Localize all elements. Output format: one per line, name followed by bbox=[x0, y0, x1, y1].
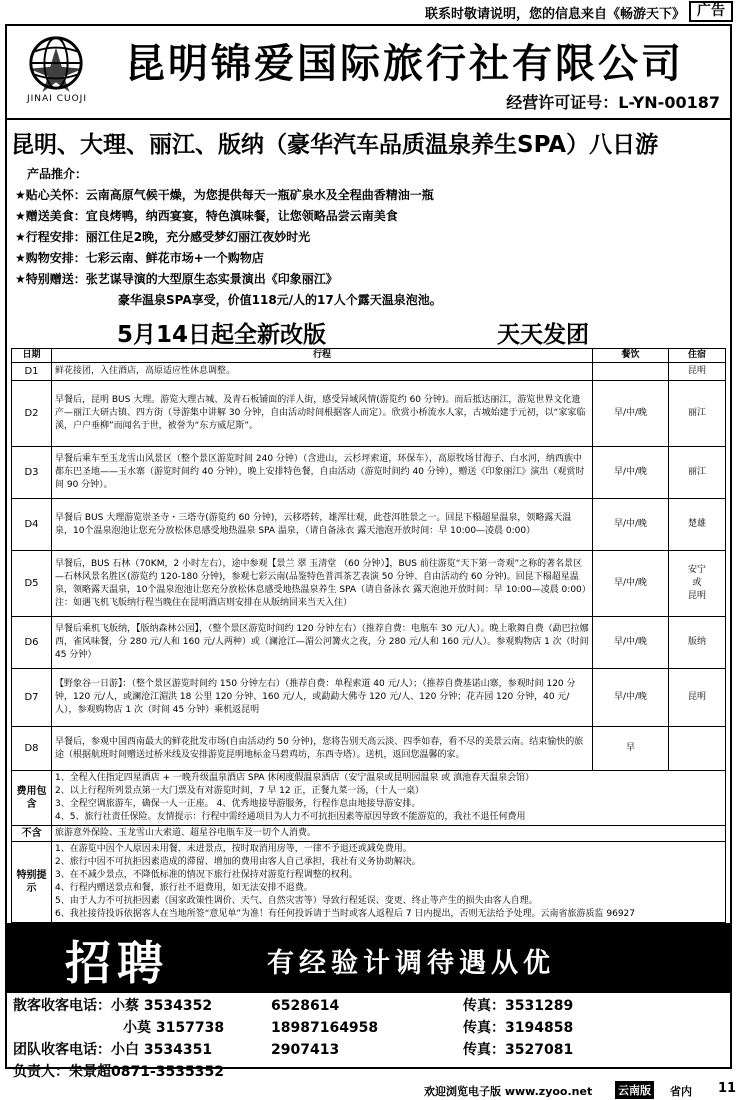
includes-item: 1、全程入住指定四星酒店 + 一晚升级温泉酒店 SPA 休闲度假温泉酒店（安宁温泉或昆明园温泉 或 滇池春天温泉会馆） bbox=[55, 773, 535, 783]
intro-item: ★购物安排：七彩云南、鲜花市场+一个购物店 bbox=[15, 251, 264, 265]
contact-fax: 传真：3527081 bbox=[463, 1042, 574, 1058]
meal-cell: 早/中/晚 bbox=[593, 551, 669, 617]
contact-phone: 6528614 bbox=[271, 998, 340, 1014]
page-footer bbox=[0, 1080, 737, 1098]
stay-cell: 昆明 bbox=[669, 669, 726, 727]
itinerary-cell: 【野象谷一日游】：（整个景区游览时间约 150 分钟左右）（推荐自费：单程索道 40 元/人）；（推荐自费基诺山寨，参观时间 120 分钟，120 元/人，或澜沧江湄洪 18 公里 120 分钟、160 元/人，或勐勐大佛寺 120 元/人、120 分钟；花卉园 120 分钟，40 元/人），参观购物店 1 次（时间 45 分钟）乘机返昆明 bbox=[52, 669, 593, 727]
intro-item: ★贴心关怀：云南高原气候干燥，为您提供每天一瓶矿泉水及全程曲香精油一瓶 bbox=[15, 188, 434, 202]
table-row bbox=[12, 617, 726, 669]
manager-contact: 负责人：朱景超0871-3535352 bbox=[13, 1064, 224, 1080]
meal-cell: 早/中/晚 bbox=[593, 669, 669, 727]
header-meals: 餐饮 bbox=[593, 349, 669, 363]
daily-departure-banner: 天天发团 bbox=[497, 322, 589, 348]
notes-cell bbox=[52, 842, 726, 923]
includes-item: 2、以上行程所列景点第一大门票及有对游览时间，7 早 12 正，正餐九菜一汤，（十人一桌） bbox=[55, 786, 424, 796]
header-itinerary: 行程 bbox=[52, 349, 593, 363]
logo-caption: JINAI CUOJI bbox=[27, 94, 87, 104]
meal-cell: 早/中/晚 bbox=[593, 381, 669, 447]
note-item: 1、在游览中因个人原因未用餐、未进景点，按时取消用房等，一律不予退还或减免费用。 bbox=[55, 844, 412, 854]
stay-cell: 丽江 bbox=[669, 447, 726, 499]
includes-item: 4、5、旅行社责任保险。友情提示：行程中需经通项目为人力不可抗拒因素等原因导致不能游览的，我社不退任何费用 bbox=[55, 812, 526, 822]
itinerary-cell: 早餐后乘机飞版纳，【版纳森林公园】，（整个景区游览时间约 120 分钟左右）（推荐自费：电瓶车 30 元/人）。晚上歌舞自费（勐巴拉娜西，雀风味餐，分 280 元/人和 160 元/人两种）或（澜沧江—湄公河篝火之夜，分 280 元/人和 160 元/人）。参观购物店 1 次（时间 45 分钟） bbox=[52, 617, 593, 669]
stay-cell bbox=[669, 727, 726, 771]
recruit-title: 招聘 bbox=[65, 936, 169, 990]
source-notice: 联系时敬请说明，您的信息来自《畅游天下》 bbox=[424, 7, 685, 22]
itinerary-cell: 早餐后，昆明 BUS 大理。游览大理古城、及青石板铺面的洋人街，感受异域风情(游览约 60 分钟)。而后抵达丽江，游览世界文化遗产—丽江大研古镇、四方街（导游集中讲解 30 分钟，自由活动时间根据客人而定）。欣赏小桥流水人家，古城始建于元初，以“家家临溪，户户垂柳”而闻名于世，被誉为“东方威尼斯”。 bbox=[52, 381, 593, 447]
note-item: 2、旅行中因不可抗拒因素造成的滞留、增加的费用由客人自己承担，我社有义务协助解决。 bbox=[55, 857, 421, 867]
advert-frame bbox=[5, 24, 732, 1080]
table-row bbox=[12, 669, 726, 727]
header-stay: 住宿 bbox=[669, 349, 726, 363]
table-row bbox=[12, 727, 726, 771]
recruitment-banner bbox=[7, 923, 730, 993]
contact-label: 散客收客电话：小蔡 3534352 bbox=[13, 998, 213, 1014]
day-cell: D4 bbox=[12, 499, 52, 551]
meal-cell: 早 bbox=[593, 727, 669, 771]
table-row bbox=[12, 447, 726, 499]
table-header-row bbox=[12, 349, 726, 363]
company-header bbox=[7, 26, 730, 120]
day-cell: D1 bbox=[12, 363, 52, 381]
contact-label: 团队收客电话：小白 3534351 bbox=[13, 1042, 213, 1058]
note-item: 5、由于人力不可抗拒因素（国家政策性调价、天气、自然灾害等）导致行程延误、变更、终止等产生的损失由客人自理。 bbox=[55, 896, 538, 906]
page-number: 11 bbox=[718, 1081, 737, 1096]
contact-phone: 2907413 bbox=[271, 1042, 340, 1058]
top-bar bbox=[0, 0, 737, 24]
route-title: 昆明、大理、丽江、版纳（豪华汽车品质温泉养生SPA）八日游 bbox=[11, 132, 659, 158]
intro-extra: 豪华温泉SPA享受，价值118元/人的17人个露天温泉泡池。 bbox=[118, 293, 442, 307]
itinerary-cell: 早餐后乘车至玉龙雪山风景区（整个景区游览时间 240 分钟）（含进山，云杉坪索道，环保车），高原牧场甘海子、白水河，纳西族中都东巴圣地——玉水寨（游览时间约 40 分钟），晚上安排特色餐，自由活动（游览时间约 40 分钟），赠送《印象丽江》演出（观赏时间 90 分钟）。 bbox=[52, 447, 593, 499]
day-cell: D8 bbox=[12, 727, 52, 771]
company-name: 昆明锦爱国际旅行社有限公司 bbox=[125, 41, 684, 87]
day-cell: D2 bbox=[12, 381, 52, 447]
intro-item: ★行程安排：丽江住足2晚，充分感受梦幻丽江夜妙时光 bbox=[15, 230, 311, 244]
itinerary-cell: 鲜花接团，入住酒店，高原适应性休息调整。 bbox=[52, 363, 593, 381]
company-logo bbox=[21, 34, 93, 106]
day-cell: D3 bbox=[12, 447, 52, 499]
stay-cell: 昆明 bbox=[669, 363, 726, 381]
includes-cell bbox=[52, 771, 726, 826]
notes-row bbox=[12, 842, 726, 923]
intro-item: ★特别赠送：张艺谋导演的大型原生态实景演出《印象丽江》 bbox=[15, 272, 338, 286]
edition-badge: 云南版 bbox=[615, 1081, 654, 1099]
stay-cell: 安宁 或 昆明 bbox=[669, 551, 726, 617]
stay-cell: 版纳 bbox=[669, 617, 726, 669]
itinerary-cell: 早餐后 BUS 大理游览崇圣寺・三塔寺(游览约 60 分钟)，云移塔转，雄浑壮观，此苍洱胜景之一。回昆下榻超星温泉，领略露天温泉，10个温泉泡池让您充分放松休息感受地热温泉 SPA 温泉，（请自备泳衣 露天池泡开放时间：早 10:00—凌晨 0:00） bbox=[52, 499, 593, 551]
itinerary-table bbox=[11, 348, 726, 923]
intro-heading: 产品推介： bbox=[27, 167, 88, 181]
excludes-cell: 旅游意外保险、玉龙雪山大索道、超星谷电瓶车及一切个人消费。 bbox=[52, 826, 726, 842]
contact-label: 小莫 3157738 bbox=[123, 1020, 225, 1036]
notes-label: 特别提示 bbox=[12, 842, 52, 923]
excludes-label: 不含 bbox=[12, 826, 52, 842]
note-item: 3、在不减少景点，不降低标准的情况下旅行社保持对游览行程调整的权利。 bbox=[55, 870, 358, 880]
stay-cell: 丽江 bbox=[669, 381, 726, 447]
stay-cell: 楚雄 bbox=[669, 499, 726, 551]
globe-logo-icon bbox=[27, 34, 85, 92]
meal-cell: 早/中/晚 bbox=[593, 447, 669, 499]
new-version-banner: 5月14日起全新改版 bbox=[117, 322, 327, 348]
intro-item: ★赠送美食：宜良烤鸭，纳西宴宴，特色滇味餐，让您领略品尝云南美食 bbox=[15, 209, 398, 223]
recruit-slogan: 有经验计调待遇从优 bbox=[267, 948, 555, 979]
contact-fax: 传真：3194858 bbox=[463, 1020, 574, 1036]
meal-cell bbox=[593, 363, 669, 381]
header-date: 日期 bbox=[12, 349, 52, 363]
day-cell: D6 bbox=[12, 617, 52, 669]
table-row bbox=[12, 363, 726, 381]
includes-item: 3、全程空调旅游车，确保一人一正座。 4、优秀地接导游服务，行程作息由地接导游安排。 bbox=[55, 799, 421, 809]
table-row bbox=[12, 499, 726, 551]
excludes-row bbox=[12, 826, 726, 842]
ad-badge: 广告 bbox=[689, 1, 733, 22]
meal-cell: 早/中/晚 bbox=[593, 617, 669, 669]
table-row bbox=[12, 551, 726, 617]
contact-phone: 18987164958 bbox=[271, 1020, 379, 1036]
website-link[interactable]: 欢迎浏览电子版 www.zyoo.net bbox=[424, 1085, 593, 1098]
includes-label: 费用包含 bbox=[12, 771, 52, 826]
note-item: 6、我社接待投诉依据客人在当地所签“意见单”为准！有任何投诉请于当时或客人返程后 7 日内提出，否则无法给予处理。云南省旅游质监 96927 bbox=[55, 909, 635, 919]
day-cell: D7 bbox=[12, 669, 52, 727]
itinerary-cell: 早餐后，参观中国西南最大的鲜花批发市场(自由活动约 50 分钟)，您将告别天高云淡、四季如春，看不尽的美景云南。结束愉快的旅途（根据航班时间赠送过桥米线及安排游览昆明地标金马碧鸡坊，东西寺塔）。送机，返回您温馨的家。 bbox=[52, 727, 593, 771]
contact-fax: 传真：3531289 bbox=[463, 998, 574, 1014]
section-label: 省内 bbox=[670, 1085, 692, 1098]
meal-cell: 早/中/晚 bbox=[593, 499, 669, 551]
product-intro bbox=[15, 164, 720, 311]
table-row bbox=[12, 381, 726, 447]
note-item: 4、行程内赠送景点和餐，旅行社不退费用，如无法安排不退费。 bbox=[55, 883, 313, 893]
itinerary-cell: 早餐后，BUS 石林（70KM，2 小时左右），途中参观【景兰 翠 玉清堂 （60 分钟）】，BUS 前往游览“天下第一奇观”之称的著名景区—石林风景名胜区(游览约 120-180 分钟)，参观七彩云南(品鉴特色普洱茶艺表演 50 分钟、自由活动约 60 分钟)。回昆下榻超星温泉，领略露天温泉，10个温泉泡池让您充分放松休息感受地热温泉养生 SPA（请自备泳衣 露天泡池开放时间：早 10:00—凌晨 0:00）注：如遇飞机飞版纳行程当晚住在昆明酒店则安排在从版纳回来当天入住） bbox=[52, 551, 593, 617]
license-number: 经营许可证号：L-YN-00187 bbox=[506, 93, 720, 112]
includes-row bbox=[12, 771, 726, 826]
day-cell: D5 bbox=[12, 551, 52, 617]
